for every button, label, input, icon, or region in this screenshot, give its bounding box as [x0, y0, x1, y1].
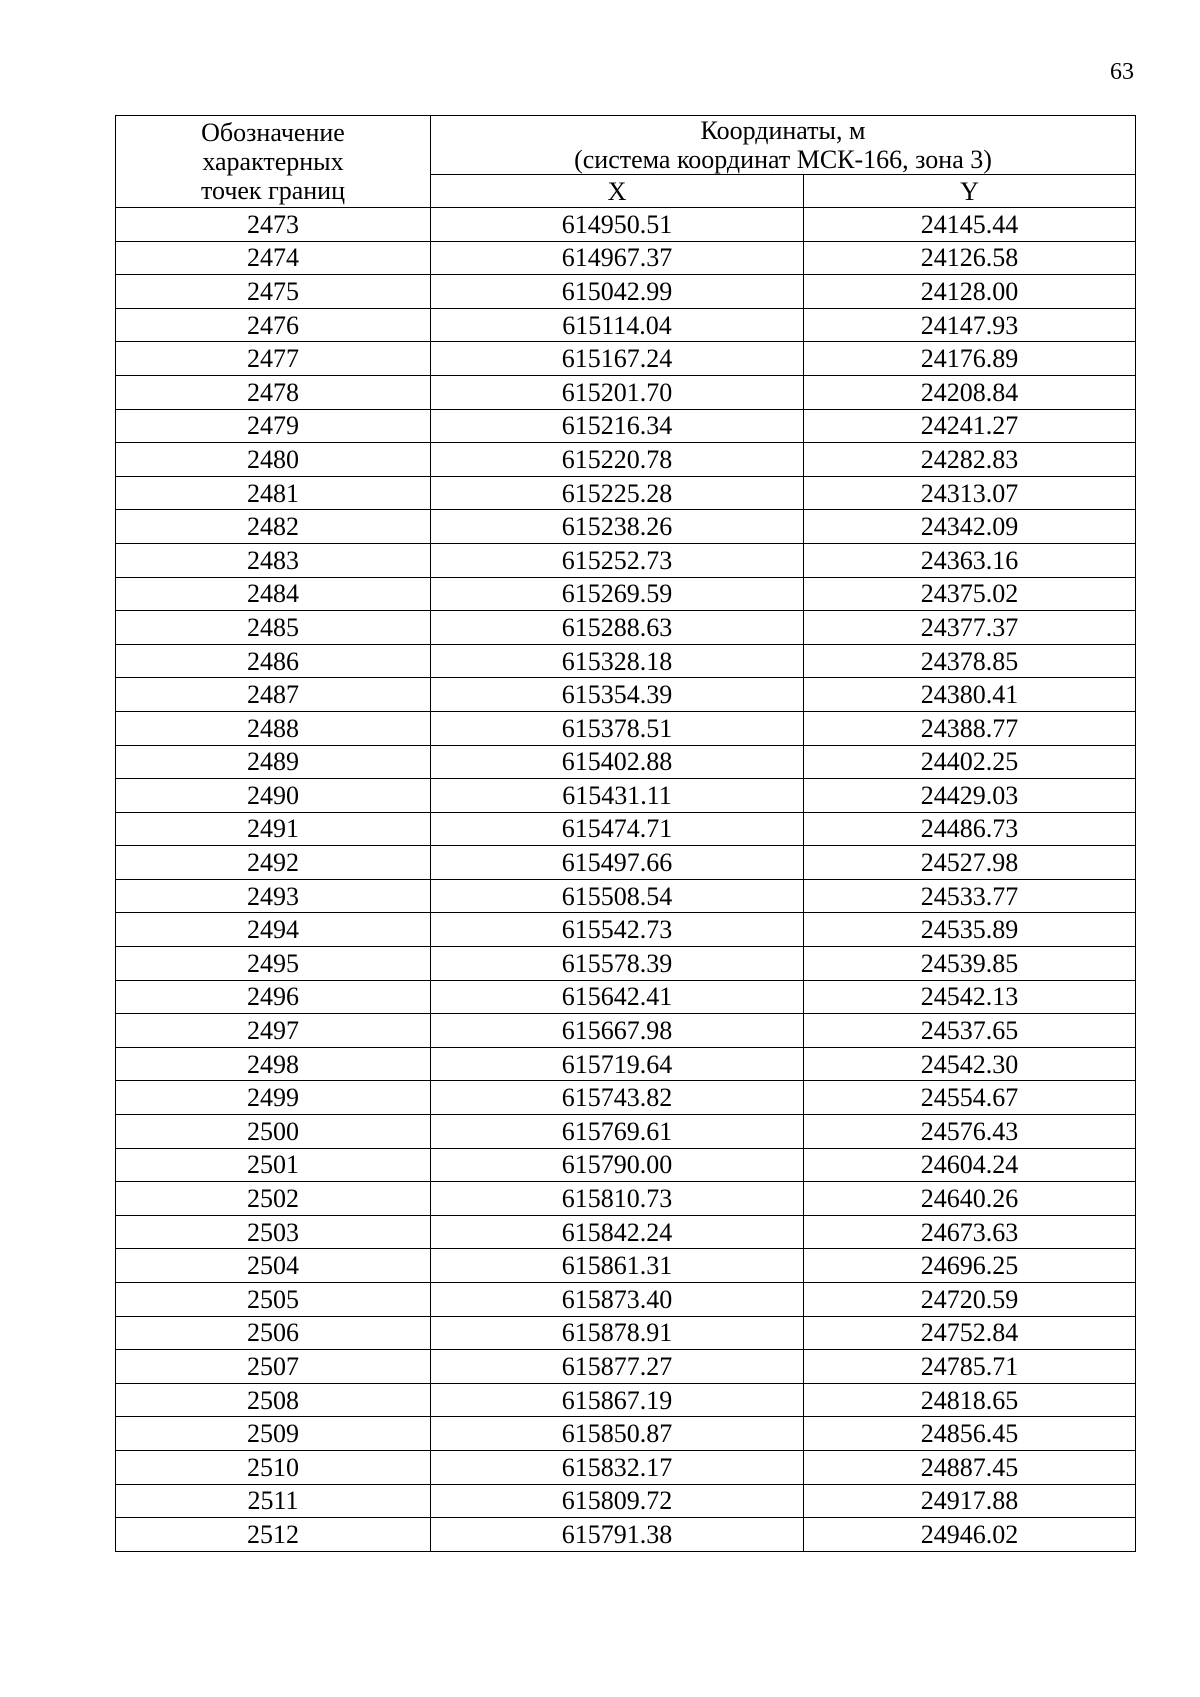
table-row	[116, 1249, 1136, 1283]
x-coordinate-cell: 614950.51	[431, 208, 804, 242]
table-row	[116, 208, 1136, 242]
y-coordinate-cell: 24946.02	[804, 1518, 1136, 1552]
x-coordinate-cell: 615508.54	[431, 879, 804, 913]
table-row	[116, 409, 1136, 443]
y-coordinate-cell: 24752.84	[804, 1316, 1136, 1350]
point-designation-cell: 2492	[116, 846, 431, 880]
x-coordinate-cell: 615877.27	[431, 1350, 804, 1384]
y-coordinate-cell: 24720.59	[804, 1283, 1136, 1317]
x-coordinate-cell: 615790.00	[431, 1148, 804, 1182]
y-coordinate-cell: 24429.03	[804, 779, 1136, 813]
table-row	[116, 1283, 1136, 1317]
table-row	[116, 275, 1136, 309]
table-row	[116, 678, 1136, 712]
table-row	[116, 879, 1136, 913]
point-designation-cell: 2493	[116, 879, 431, 913]
point-designation-cell: 2497	[116, 1014, 431, 1048]
point-designation-cell: 2487	[116, 678, 431, 712]
table-row	[116, 1518, 1136, 1552]
point-designation-cell: 2483	[116, 543, 431, 577]
table-row	[116, 1484, 1136, 1518]
x-coordinate-cell: 615719.64	[431, 1047, 804, 1081]
x-coordinate-cell: 615431.11	[431, 779, 804, 813]
table-row	[116, 1081, 1136, 1115]
x-coordinate-cell: 615861.31	[431, 1249, 804, 1283]
point-designation-cell: 2512	[116, 1518, 431, 1552]
x-coordinate-cell: 615850.87	[431, 1417, 804, 1451]
table-header	[116, 116, 1136, 208]
y-coordinate-cell: 24640.26	[804, 1182, 1136, 1216]
y-coordinate-cell: 24576.43	[804, 1115, 1136, 1149]
header-coordinate-system: (система координат МСК-166, зона 3)	[574, 145, 992, 174]
x-coordinate-cell: 615042.99	[431, 275, 804, 309]
table-row	[116, 846, 1136, 880]
point-designation-cell: 2482	[116, 510, 431, 544]
y-coordinate-cell: 24696.25	[804, 1249, 1136, 1283]
point-designation-cell: 2478	[116, 375, 431, 409]
table-row	[116, 543, 1136, 577]
x-coordinate-cell: 615354.39	[431, 678, 804, 712]
table-row	[116, 1148, 1136, 1182]
y-coordinate-cell: 24542.30	[804, 1047, 1136, 1081]
y-coordinate-cell: 24818.65	[804, 1383, 1136, 1417]
x-coordinate-cell: 615642.41	[431, 980, 804, 1014]
y-coordinate-cell: 24673.63	[804, 1215, 1136, 1249]
x-coordinate-cell: 615832.17	[431, 1450, 804, 1484]
y-coordinate-cell: 24375.02	[804, 577, 1136, 611]
x-coordinate-cell: 615225.28	[431, 476, 804, 510]
table-row	[116, 1215, 1136, 1249]
y-coordinate-cell: 24887.45	[804, 1450, 1136, 1484]
table-row	[116, 577, 1136, 611]
table-row	[116, 241, 1136, 275]
y-coordinate-cell: 24604.24	[804, 1148, 1136, 1182]
point-designation-cell: 2498	[116, 1047, 431, 1081]
header-designation-line: характерных	[202, 147, 344, 176]
point-designation-cell: 2507	[116, 1350, 431, 1384]
x-coordinate-cell: 615578.39	[431, 947, 804, 981]
table-row	[116, 308, 1136, 342]
x-coordinate-cell: 615842.24	[431, 1215, 804, 1249]
y-coordinate-cell: 24145.44	[804, 208, 1136, 242]
point-designation-cell: 2475	[116, 275, 431, 309]
x-coordinate-cell: 615238.26	[431, 510, 804, 544]
y-coordinate-cell: 24313.07	[804, 476, 1136, 510]
y-coordinate-cell: 24486.73	[804, 812, 1136, 846]
y-coordinate-cell: 24128.00	[804, 275, 1136, 309]
x-coordinate-cell: 615769.61	[431, 1115, 804, 1149]
header-designation-line: Обозначение	[201, 118, 345, 147]
y-coordinate-cell: 24785.71	[804, 1350, 1136, 1384]
x-coordinate-cell: 615167.24	[431, 342, 804, 376]
x-coordinate-cell: 615791.38	[431, 1518, 804, 1552]
point-designation-cell: 2511	[116, 1484, 431, 1518]
y-coordinate-cell: 24380.41	[804, 678, 1136, 712]
y-coordinate-cell: 24378.85	[804, 644, 1136, 678]
x-coordinate-cell: 615809.72	[431, 1484, 804, 1518]
x-coordinate-cell: 615288.63	[431, 611, 804, 645]
point-designation-cell: 2499	[116, 1081, 431, 1115]
point-designation-cell: 2480	[116, 443, 431, 477]
x-coordinate-cell: 615269.59	[431, 577, 804, 611]
point-designation-cell: 2508	[116, 1383, 431, 1417]
table-row	[116, 1014, 1136, 1048]
table-row	[116, 1450, 1136, 1484]
header-y: Y	[804, 175, 1136, 208]
y-coordinate-cell: 24282.83	[804, 443, 1136, 477]
y-coordinate-cell: 24147.93	[804, 308, 1136, 342]
table-row	[116, 913, 1136, 947]
point-designation-cell: 2502	[116, 1182, 431, 1216]
x-coordinate-cell: 615867.19	[431, 1383, 804, 1417]
coordinates-table	[115, 115, 1136, 1552]
point-designation-cell: 2504	[116, 1249, 431, 1283]
table-row	[116, 980, 1136, 1014]
point-designation-cell: 2496	[116, 980, 431, 1014]
point-designation-cell: 2495	[116, 947, 431, 981]
point-designation-cell: 2510	[116, 1450, 431, 1484]
y-coordinate-cell: 24539.85	[804, 947, 1136, 981]
y-coordinate-cell: 24241.27	[804, 409, 1136, 443]
x-coordinate-cell: 615252.73	[431, 543, 804, 577]
x-coordinate-cell: 615878.91	[431, 1316, 804, 1350]
y-coordinate-cell: 24208.84	[804, 375, 1136, 409]
table-row	[116, 1316, 1136, 1350]
point-designation-cell: 2501	[116, 1148, 431, 1182]
y-coordinate-cell: 24537.65	[804, 1014, 1136, 1048]
point-designation-cell: 2491	[116, 812, 431, 846]
point-designation-cell: 2476	[116, 308, 431, 342]
x-coordinate-cell: 615743.82	[431, 1081, 804, 1115]
point-designation-cell: 2481	[116, 476, 431, 510]
table-row	[116, 947, 1136, 981]
point-designation-cell: 2486	[116, 644, 431, 678]
y-coordinate-cell: 24176.89	[804, 342, 1136, 376]
x-coordinate-cell: 615542.73	[431, 913, 804, 947]
table-row	[116, 1417, 1136, 1451]
y-coordinate-cell: 24377.37	[804, 611, 1136, 645]
header-designation-line: точек границ	[200, 176, 346, 205]
point-designation-cell: 2506	[116, 1316, 431, 1350]
y-coordinate-cell: 24126.58	[804, 241, 1136, 275]
header-coordinates-title: Координаты, м	[700, 116, 866, 145]
x-coordinate-cell: 615114.04	[431, 308, 804, 342]
point-designation-cell: 2509	[116, 1417, 431, 1451]
y-coordinate-cell: 24542.13	[804, 980, 1136, 1014]
table-row	[116, 779, 1136, 813]
point-designation-cell: 2488	[116, 711, 431, 745]
y-coordinate-cell: 24856.45	[804, 1417, 1136, 1451]
x-coordinate-cell: 615810.73	[431, 1182, 804, 1216]
point-designation-cell: 2503	[116, 1215, 431, 1249]
y-coordinate-cell: 24533.77	[804, 879, 1136, 913]
y-coordinate-cell: 24527.98	[804, 846, 1136, 880]
x-coordinate-cell: 615216.34	[431, 409, 804, 443]
x-coordinate-cell: 615497.66	[431, 846, 804, 880]
table-row	[116, 443, 1136, 477]
point-designation-cell: 2479	[116, 409, 431, 443]
y-coordinate-cell: 24917.88	[804, 1484, 1136, 1518]
table-row	[116, 1182, 1136, 1216]
table-row	[116, 611, 1136, 645]
header-point-designation	[116, 116, 431, 208]
table-row	[116, 745, 1136, 779]
x-coordinate-cell: 615474.71	[431, 812, 804, 846]
point-designation-cell: 2485	[116, 611, 431, 645]
x-coordinate-cell: 615402.88	[431, 745, 804, 779]
point-designation-cell: 2489	[116, 745, 431, 779]
y-coordinate-cell: 24554.67	[804, 1081, 1136, 1115]
table-row	[116, 644, 1136, 678]
point-designation-cell: 2474	[116, 241, 431, 275]
point-designation-cell: 2494	[116, 913, 431, 947]
table-row	[116, 1115, 1136, 1149]
y-coordinate-cell: 24402.25	[804, 745, 1136, 779]
point-designation-cell: 2473	[116, 208, 431, 242]
table-row	[116, 812, 1136, 846]
table-row	[116, 510, 1136, 544]
table-row	[116, 711, 1136, 745]
header-x: X	[431, 175, 804, 208]
point-designation-cell: 2490	[116, 779, 431, 813]
y-coordinate-cell: 24388.77	[804, 711, 1136, 745]
point-designation-cell: 2484	[116, 577, 431, 611]
table-row	[116, 342, 1136, 376]
table-row	[116, 1047, 1136, 1081]
page-number: 63	[1110, 59, 1134, 85]
y-coordinate-cell: 24342.09	[804, 510, 1136, 544]
table-body	[116, 208, 1136, 1552]
point-designation-cell: 2500	[116, 1115, 431, 1149]
x-coordinate-cell: 615378.51	[431, 711, 804, 745]
point-designation-cell: 2505	[116, 1283, 431, 1317]
table-row	[116, 1383, 1136, 1417]
x-coordinate-cell: 614967.37	[431, 241, 804, 275]
table-row	[116, 375, 1136, 409]
header-coordinates	[431, 116, 1136, 175]
table-row	[116, 476, 1136, 510]
point-designation-cell: 2477	[116, 342, 431, 376]
x-coordinate-cell: 615328.18	[431, 644, 804, 678]
y-coordinate-cell: 24535.89	[804, 913, 1136, 947]
x-coordinate-cell: 615667.98	[431, 1014, 804, 1048]
y-coordinate-cell: 24363.16	[804, 543, 1136, 577]
x-coordinate-cell: 615873.40	[431, 1283, 804, 1317]
table-row	[116, 1350, 1136, 1384]
x-coordinate-cell: 615201.70	[431, 375, 804, 409]
x-coordinate-cell: 615220.78	[431, 443, 804, 477]
